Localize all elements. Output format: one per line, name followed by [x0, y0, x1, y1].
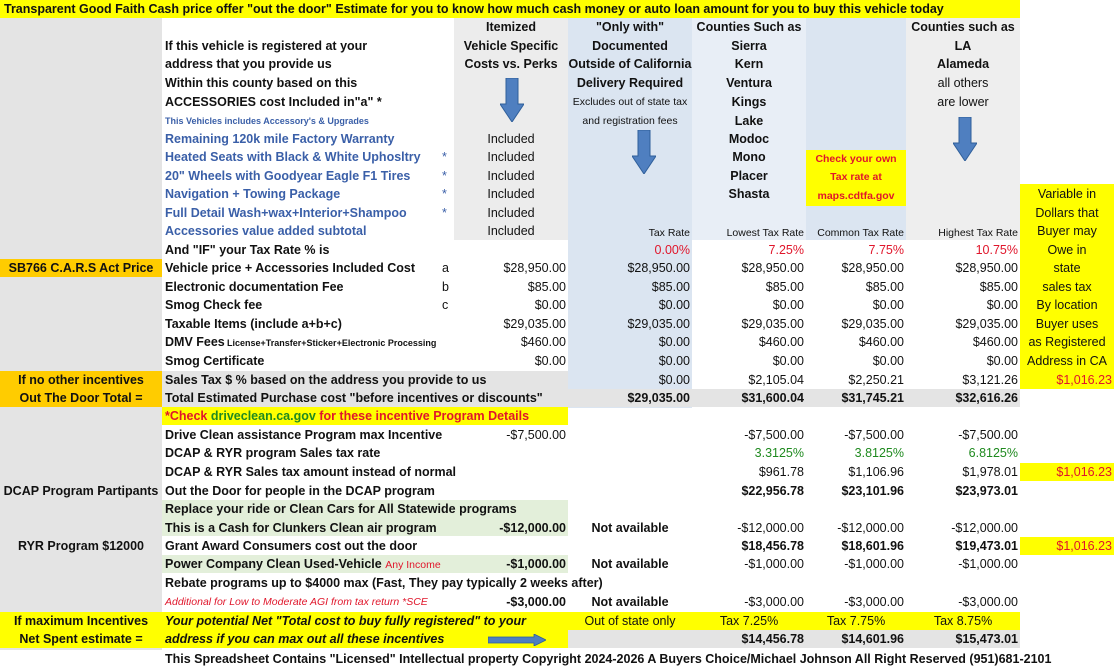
- driveclean-link[interactable]: driveclean.ca.gov: [210, 409, 316, 423]
- power-label: [165, 555, 441, 574]
- acc-star: *: [442, 206, 447, 220]
- tax-rate: 7.75%: [868, 243, 904, 257]
- extra-tax-diff: $1,016.23: [1056, 539, 1112, 553]
- cell: Tax 7.75%: [826, 614, 886, 628]
- dcap-otd-label: Out the Door for people in the DCAP program: [165, 484, 435, 498]
- cell: 6.8125%: [968, 446, 1018, 460]
- variable-note-3: Buyer may: [1037, 224, 1097, 238]
- cell: $460.00: [858, 335, 904, 349]
- only-h4: Delivery Required: [576, 76, 684, 90]
- county-shasta: Shasta: [728, 187, 770, 201]
- sales-tax-label: Sales Tax $ % based on the address you provide to us: [165, 373, 487, 387]
- variable-note-4: Owe in: [1047, 243, 1087, 257]
- acc-val: Included: [487, 224, 535, 238]
- cell: Not available: [591, 595, 669, 609]
- cell: -$12,000.00: [499, 521, 566, 535]
- check-tax-2: Tax rate at: [830, 171, 882, 183]
- header-gray-block: [0, 18, 162, 258]
- acc-label: Remaining 120k mile Factory Warranty: [165, 132, 395, 146]
- dmv-small: License+Transfer+Sticker+Electronic Processing: [227, 338, 437, 348]
- intro-line-2: address that you provide us: [165, 57, 332, 71]
- potential-label: Your potential Net "Total cost to buy fully registered" to your: [165, 614, 526, 628]
- row-label: Smog Check fee: [165, 298, 263, 312]
- acc-label: 20" Wheels with Goodyear Eagle F1 Tires: [165, 169, 411, 183]
- only-small-1: Excludes out of state tax: [572, 96, 688, 108]
- county-mono: Mono: [732, 150, 766, 164]
- acc-val: Included: [487, 206, 535, 220]
- row-label: Electronic documentation Fee: [165, 280, 344, 294]
- cell: Out of state only: [584, 614, 676, 628]
- arrow-down-icon: [632, 130, 656, 174]
- additional-label: Additional for Low to Moderate AGI from tax return *SCE: [165, 596, 428, 608]
- variable-note-7: By location: [1036, 298, 1098, 312]
- county-la: LA: [954, 39, 972, 53]
- replace-label: Replace your ride or Clean Cars for All Statewide programs: [165, 502, 517, 516]
- cell: Tax 7.25%: [719, 614, 779, 628]
- net-label: address if you can max out all these incentives: [165, 632, 445, 646]
- cell: -$3,000.00: [506, 595, 566, 609]
- cell: $460.00: [758, 335, 804, 349]
- cell: -$1,000.00: [844, 557, 904, 571]
- cell: $1,106.96: [848, 465, 904, 479]
- cell: $28,950.00: [741, 261, 804, 275]
- ryr-label: Grant Award Consumers cost out the door: [165, 539, 418, 553]
- row-label: Smog Certificate: [165, 354, 265, 368]
- left-label-net: Net Spent estimate =: [19, 632, 143, 646]
- left-label-otd: Out The Door Total =: [19, 391, 143, 405]
- cell: $29,035.00: [627, 317, 690, 331]
- cell: $0.00: [986, 298, 1018, 312]
- cell: $22,956.78: [741, 484, 804, 498]
- acc-label: Full Detail Wash+wax+Interior+Shampoo: [165, 206, 407, 220]
- only-h2: Documented: [592, 39, 668, 53]
- cell: $14,601.96: [841, 632, 904, 646]
- cell: $0.00: [658, 335, 690, 349]
- intro-line-3: Within this county based on this: [165, 76, 358, 90]
- rebate-label: Rebate programs up to $4000 max (Fast, They pay typically 2 weeks after): [165, 576, 603, 590]
- row-tag: a: [442, 261, 449, 275]
- cell: -$7,500.00: [958, 428, 1018, 442]
- intro-line-4: ACCESSORIES cost Included in"a" *: [165, 95, 382, 109]
- county-modoc: Modoc: [728, 132, 770, 146]
- tax-rate-label: And "IF" your Tax Rate % is: [165, 243, 330, 257]
- tax-header: Lowest Tax Rate: [726, 227, 804, 239]
- variable-note-1: Variable in: [1037, 187, 1097, 201]
- cell: -$3,000.00: [744, 595, 804, 609]
- cell: $0.00: [986, 354, 1018, 368]
- cell: 3.3125%: [754, 446, 804, 460]
- arrow-down-icon: [953, 117, 977, 161]
- footer-copyright: This Spreadsheet Contains "Licensed" Intellectual property Copyright 2024-2026 A Buyers Choice/Michael Johnson All Right Reserved (951)681-2101: [165, 652, 1052, 666]
- left-label-dcap: DCAP Program Partipants: [3, 484, 159, 498]
- county-alameda: Alameda: [936, 57, 990, 71]
- arrow-right-icon: [488, 634, 546, 646]
- cell: $28,950.00: [955, 261, 1018, 275]
- cell: $15,473.01: [955, 632, 1018, 646]
- cell: $31,745.21: [841, 391, 904, 405]
- check-drive-post: for these incentive Program Details: [319, 409, 530, 423]
- variable-note-10: Address in CA: [1027, 354, 1107, 368]
- county-kings: Kings: [731, 95, 767, 109]
- acc-label: Heated Seats with Black & White Uphosltry: [165, 150, 421, 164]
- check-tax-1: Check your own: [815, 153, 897, 165]
- county-kern: Kern: [734, 57, 764, 71]
- cell: $85.00: [865, 280, 904, 294]
- cell: $29,035.00: [955, 317, 1018, 331]
- acc-label: Navigation + Towing Package: [165, 187, 341, 201]
- cell: $3,121.26: [962, 373, 1018, 387]
- acc-star: *: [442, 187, 447, 201]
- variable-note-5: state: [1053, 261, 1081, 275]
- row-label: Vehicle price + Accessories Included Cost: [165, 261, 415, 275]
- cell: $0.00: [872, 298, 904, 312]
- cell: $2,250.21: [848, 373, 904, 387]
- cell: $23,101.96: [841, 484, 904, 498]
- county-sierra: Sierra: [731, 39, 767, 53]
- acc-label: Accessories value added subtotal: [165, 224, 367, 238]
- acc-val: Included: [487, 132, 535, 146]
- cell: $29,035.00: [503, 317, 566, 331]
- cell: $32,616.26: [955, 391, 1018, 405]
- cell: $18,601.96: [841, 539, 904, 553]
- cell: Not available: [591, 521, 669, 535]
- common-col-bg: [806, 18, 906, 240]
- check-tax-link[interactable]: maps.cdtfa.gov: [817, 190, 895, 202]
- extra-tax-diff: $1,016.23: [1056, 373, 1112, 387]
- cell: -$7,500.00: [844, 428, 904, 442]
- tax-rate: 0.00%: [654, 243, 690, 257]
- cell: $19,473.01: [955, 539, 1018, 553]
- dcap-rate-label: DCAP & RYR program Sales tax rate: [165, 446, 381, 460]
- county-ventura: Ventura: [726, 76, 772, 90]
- check-drive-line: [165, 407, 529, 425]
- variable-note-6: sales tax: [1042, 280, 1092, 294]
- county-placer: Placer: [730, 169, 768, 183]
- county-lake: Lake: [734, 114, 764, 128]
- only-h3: Outside of California: [568, 57, 692, 71]
- row-label: DMV Fees: [165, 335, 225, 349]
- cell: $460.00: [520, 335, 566, 349]
- row-tag: b: [442, 280, 449, 294]
- variable-note-2: Dollars that: [1035, 206, 1099, 220]
- clunkers-label: This is a Cash for Clunkers Clean air program: [165, 521, 437, 535]
- cell: $85.00: [979, 280, 1018, 294]
- cell: $1,978.01: [962, 465, 1018, 479]
- tax-rate: 10.75%: [975, 243, 1018, 257]
- total-label: Total Estimated Purchase cost "before incentives or discounts": [165, 391, 543, 405]
- itemized-h2: Vehicle Specific: [463, 39, 559, 53]
- cell: -$1,000.00: [744, 557, 804, 571]
- cell: $0.00: [658, 354, 690, 368]
- cell: Not available: [591, 557, 669, 571]
- cell: $31,600.04: [741, 391, 804, 405]
- cell: 3.8125%: [854, 446, 904, 460]
- tax-header: Highest Tax Rate: [938, 227, 1018, 239]
- cell: $85.00: [527, 280, 566, 294]
- only-small-2: and registration fees: [582, 115, 678, 127]
- left-label-max: If maximum Incentives: [13, 614, 149, 628]
- cell: $23,973.01: [955, 484, 1018, 498]
- left-label-no-incentives: If no other incentives: [18, 373, 144, 387]
- cell: -$12,000.00: [737, 521, 804, 535]
- cell: -$1,000.00: [506, 557, 566, 571]
- cell: $0.00: [772, 354, 804, 368]
- cell: $18,456.78: [741, 539, 804, 553]
- cell: -$7,500.00: [744, 428, 804, 442]
- counties1-h: Counties Such as: [696, 20, 802, 34]
- cell: $29,035.00: [841, 317, 904, 331]
- acc-star: *: [442, 169, 447, 183]
- tax-rate: 7.25%: [768, 243, 804, 257]
- tax-header: Tax Rate: [648, 227, 690, 239]
- county-others: all others: [937, 76, 989, 90]
- row-label: Taxable Items (include a+b+c): [165, 317, 342, 331]
- variable-note-8: Buyer uses: [1035, 317, 1099, 331]
- cell: $28,950.00: [503, 261, 566, 275]
- cell: -$3,000.00: [844, 595, 904, 609]
- cell: $0.00: [772, 298, 804, 312]
- cell: $0.00: [534, 298, 566, 312]
- left-label-sb766: SB766 C.A.R.S Act Price: [8, 261, 154, 275]
- cell: $29,035.00: [627, 391, 690, 405]
- cell: -$3,000.00: [958, 595, 1018, 609]
- cell: Tax 8.75%: [933, 614, 993, 628]
- cell: $2,105.04: [748, 373, 804, 387]
- tax-header: Common Tax Rate: [817, 227, 904, 239]
- variable-note-9: as Registered: [1028, 335, 1106, 349]
- county-lower: are lower: [937, 95, 989, 109]
- cell: $0.00: [658, 373, 690, 387]
- cell: -$12,000.00: [837, 521, 904, 535]
- check-drive-pre: *Check: [165, 409, 208, 423]
- row-tag: c: [442, 298, 449, 312]
- dcap-tax-label: DCAP & RYR Sales tax amount instead of normal: [165, 465, 457, 479]
- cell: $14,456.78: [741, 632, 804, 646]
- itemized-h1: Itemized: [485, 20, 536, 34]
- banner-text: Transparent Good Faith Cash price offer "out the door" Estimate for you to know how much cash money or auto loan amount for you to buy this vehicle today: [4, 2, 944, 16]
- acc-val: Included: [487, 187, 535, 201]
- acc-val: Included: [487, 150, 535, 164]
- drive-clean-label: Drive Clean assistance Program max Incentive: [165, 428, 443, 442]
- cell: $0.00: [658, 298, 690, 312]
- acc-star: *: [442, 150, 447, 164]
- cell: $460.00: [972, 335, 1018, 349]
- cell: $28,950.00: [627, 261, 690, 275]
- intro-line-1: If this vehicle is registered at your: [165, 39, 368, 53]
- acc-val: Included: [487, 169, 535, 183]
- cell: $0.00: [872, 354, 904, 368]
- cell: $85.00: [651, 280, 690, 294]
- cell: $28,950.00: [841, 261, 904, 275]
- cell: -$1,000.00: [958, 557, 1018, 571]
- cell: -$12,000.00: [951, 521, 1018, 535]
- left-label-ryr: RYR Program $12000: [18, 539, 144, 553]
- power-label-text: Power Company Clean Used-Vehicle: [165, 557, 382, 571]
- power-small: Any Income: [385, 559, 441, 571]
- intro-small: This Vehicles includes Accessory's & Upgrades: [165, 116, 369, 126]
- cell: $29,035.00: [741, 317, 804, 331]
- counties2-h: Counties such as: [911, 20, 1015, 34]
- itemized-h3: Costs vs. Perks: [464, 57, 558, 71]
- arrow-down-icon: [500, 78, 524, 122]
- cell: -$7,500.00: [506, 428, 566, 442]
- extra-tax-diff: $1,016.23: [1056, 465, 1112, 479]
- cell: $85.00: [765, 280, 804, 294]
- only-h1: "Only with": [595, 20, 665, 34]
- cell: $961.78: [758, 465, 804, 479]
- cell: $0.00: [534, 354, 566, 368]
